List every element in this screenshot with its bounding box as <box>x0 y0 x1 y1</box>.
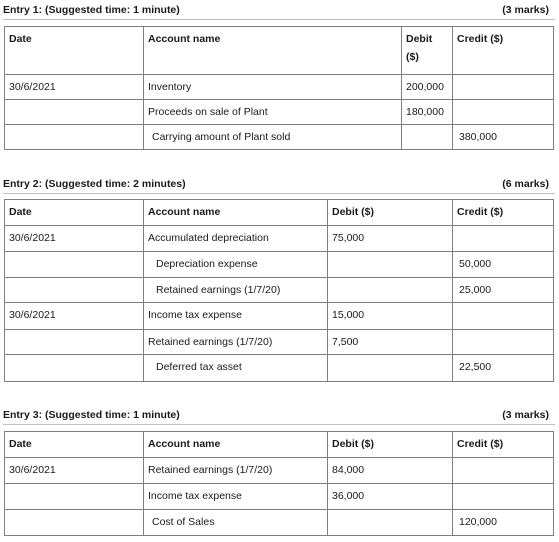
credit-cell: 25,000 <box>453 278 554 303</box>
table-row <box>5 303 554 330</box>
table-row <box>5 125 554 150</box>
debit-cell: 15,000 <box>328 303 453 330</box>
column-header-date: Date <box>5 200 144 226</box>
table-row <box>5 458 554 484</box>
date-cell <box>5 100 144 125</box>
date-cell <box>5 330 144 355</box>
entry1-title: Entry 1: (Suggested time: 1 minute) <box>3 4 180 16</box>
column-header-debit: Debit ($) <box>328 432 453 458</box>
debit-cell: 75,000 <box>328 226 453 252</box>
table-row <box>5 355 554 382</box>
entry1-journal-table <box>4 26 554 150</box>
credit-cell <box>453 100 554 125</box>
date-cell: 30/6/2021 <box>5 458 144 484</box>
date-cell <box>5 125 144 150</box>
debit-cell <box>328 252 453 278</box>
credit-cell <box>453 226 554 252</box>
debit-cell: 36,000 <box>328 484 453 510</box>
debit-cell: 7,500 <box>328 330 453 355</box>
column-header-date: Date <box>5 27 144 75</box>
credit-cell: 380,000 <box>453 125 554 150</box>
entry3-title: Entry 3: (Suggested time: 1 minute) <box>3 409 180 421</box>
date-cell <box>5 252 144 278</box>
entry2-heading <box>3 178 555 194</box>
entry3-journal-table <box>4 431 554 536</box>
table-row <box>5 226 554 252</box>
debit-cell: 200,000 <box>402 75 453 100</box>
table-row <box>5 278 554 303</box>
table-header-row <box>5 432 554 458</box>
account-cell: Accumulated depreciation <box>144 226 328 252</box>
entry1-heading-rule <box>3 19 555 20</box>
credit-cell <box>453 484 554 510</box>
table-header-row <box>5 200 554 226</box>
credit-cell <box>453 75 554 100</box>
table-row <box>5 484 554 510</box>
debit-cell: 84,000 <box>328 458 453 484</box>
account-cell: Carrying amount of Plant sold <box>144 125 402 150</box>
account-cell: Deferred tax asset <box>144 355 328 382</box>
debit-cell <box>402 125 453 150</box>
debit-header-line2: ($) <box>406 51 419 63</box>
account-cell: Depreciation expense <box>144 252 328 278</box>
column-header-debit: Debit ($) <box>328 200 453 226</box>
debit-cell <box>328 510 453 536</box>
date-cell: 30/6/2021 <box>5 75 144 100</box>
credit-cell <box>453 458 554 484</box>
account-cell: Cost of Sales <box>144 510 328 536</box>
account-cell: Retained earnings (1/7/20) <box>144 458 328 484</box>
entry3-heading-rule <box>3 424 555 425</box>
debit-cell <box>328 278 453 303</box>
entry1-marks: (3 marks) <box>502 4 549 16</box>
table-row <box>5 252 554 278</box>
column-header-account: Account name <box>144 27 402 75</box>
column-header-credit: Credit ($) <box>453 200 554 226</box>
date-cell: 30/6/2021 <box>5 303 144 330</box>
column-header-account: Account name <box>144 200 328 226</box>
credit-cell <box>453 330 554 355</box>
date-cell <box>5 355 144 382</box>
column-header-credit: Credit ($) <box>453 27 554 75</box>
entry2-title: Entry 2: (Suggested time: 2 minutes) <box>3 178 186 190</box>
entry2-journal-table <box>4 199 554 382</box>
debit-cell: 180,000 <box>402 100 453 125</box>
date-cell <box>5 484 144 510</box>
account-cell: Income tax expense <box>144 303 328 330</box>
credit-cell: 120,000 <box>453 510 554 536</box>
credit-cell <box>453 303 554 330</box>
entry3-heading <box>3 409 555 425</box>
table-row <box>5 330 554 355</box>
date-cell <box>5 510 144 536</box>
table-header-row <box>5 27 554 75</box>
entry3-marks: (3 marks) <box>502 409 549 421</box>
table-row <box>5 100 554 125</box>
account-cell: Income tax expense <box>144 484 328 510</box>
date-cell: 30/6/2021 <box>5 226 144 252</box>
account-cell: Inventory <box>144 75 402 100</box>
table-row <box>5 75 554 100</box>
account-cell: Retained earnings (1/7/20) <box>144 278 328 303</box>
entry1-heading <box>3 4 555 20</box>
table-row <box>5 510 554 536</box>
credit-cell: 50,000 <box>453 252 554 278</box>
column-header-date: Date <box>5 432 144 458</box>
column-header-debit <box>402 27 453 75</box>
column-header-account: Account name <box>144 432 328 458</box>
credit-cell: 22,500 <box>453 355 554 382</box>
entry2-heading-rule <box>3 193 555 194</box>
column-header-credit: Credit ($) <box>453 432 554 458</box>
account-cell: Proceeds on sale of Plant <box>144 100 402 125</box>
date-cell <box>5 278 144 303</box>
debit-cell <box>328 355 453 382</box>
debit-header-line1: Debit <box>406 33 433 45</box>
account-cell: Retained earnings (1/7/20) <box>144 330 328 355</box>
entry2-marks: (6 marks) <box>502 178 549 190</box>
